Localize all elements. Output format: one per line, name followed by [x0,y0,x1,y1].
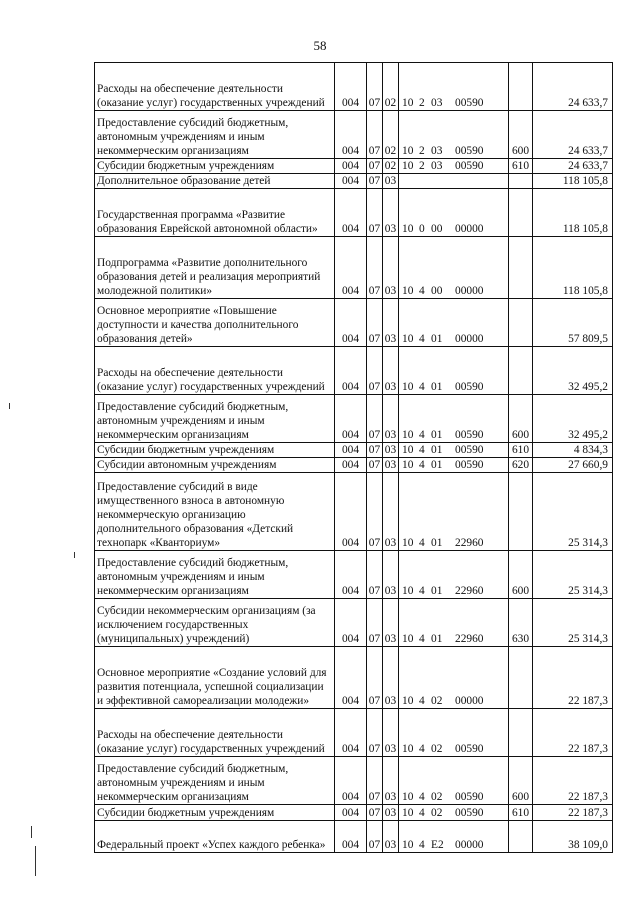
row-name-cell: Субсидии бюджетным учреждениям [95,805,335,821]
row-name-cell: Субсидии бюджетным учреждениям [95,159,335,174]
expense-type-cell [509,174,533,189]
row-name-cell: Субсидии автономным учреждениям [95,458,335,473]
budget-table [94,62,613,853]
admin-code-cell: 004 [335,63,367,111]
admin-code-cell: 004 [335,159,367,174]
table-row [95,551,613,599]
section-code-cell: 07 [367,458,383,473]
row-name-cell: Предоставление субсидий бюджетным, автономным учреждениям и иным некоммерческим организациям [95,395,335,443]
target-article-part: 22960 [455,585,484,597]
target-article-part: 10 [402,839,414,851]
amount-cell: 24 633,7 [533,159,613,174]
section-code-cell: 07 [367,599,383,647]
target-article-part: 10 [402,695,414,707]
row-name-cell: Предоставление субсидий бюджетным, автономным учреждениям и иным некоммерческим организациям [95,551,335,599]
target-article-part: 10 [402,97,414,109]
amount-cell: 27 660,9 [533,458,613,473]
admin-code-cell: 004 [335,458,367,473]
expense-type-cell [509,473,533,551]
expense-type-cell: 600 [509,395,533,443]
table-row [95,347,613,395]
admin-code-cell: 004 [335,551,367,599]
target-article-part: 01 [431,444,443,456]
admin-code-cell: 004 [335,757,367,805]
target-article-part: 4 [419,333,425,345]
target-article-part: 10 [402,145,414,157]
target-article-part: 0 [419,223,425,235]
table-row [95,174,613,189]
admin-code-cell: 004 [335,189,367,237]
amount-cell: 25 314,3 [533,551,613,599]
table-row [95,111,613,159]
table-row [95,473,613,551]
target-article-part: 00000 [455,333,484,345]
target-article-part: 4 [419,743,425,755]
amount-cell: 118 105,8 [533,237,613,299]
admin-code-cell: 004 [335,821,367,853]
section-code-cell: 07 [367,757,383,805]
table-row [95,709,613,757]
target-article-part: 00 [431,223,443,235]
expense-type-cell: 620 [509,458,533,473]
row-name-cell: Подпрограмма «Развитие дополнительного образования детей и реализация мероприятий молодежной политики» [95,237,335,299]
row-name-cell: Дополнительное образование детей [95,174,335,189]
target-article-cell [399,551,509,599]
subsection-code-cell: 03 [383,551,399,599]
subsection-code-cell: 03 [383,473,399,551]
section-code-cell: 07 [367,174,383,189]
admin-code-cell: 004 [335,395,367,443]
target-article-part: 00590 [455,381,484,393]
table-row [95,299,613,347]
target-article-cell [399,237,509,299]
target-article-cell [399,395,509,443]
amount-cell: 22 187,3 [533,805,613,821]
expense-type-cell [509,237,533,299]
subsection-code-cell: 03 [383,709,399,757]
expense-type-cell [509,821,533,853]
expense-type-cell: 610 [509,159,533,174]
row-name-cell: Предоставление субсидий в виде имущественного взноса в автономную некоммерческую организацию дополнительного образования «Детский технопарк «Кванториум» [95,473,335,551]
target-article-part: 03 [431,97,443,109]
section-code-cell: 07 [367,347,383,395]
target-article-part: 01 [431,429,443,441]
section-code-cell: 07 [367,63,383,111]
subsection-code-cell: 03 [383,821,399,853]
target-article-part: 01 [431,459,443,471]
admin-code-cell: 004 [335,347,367,395]
expense-type-cell [509,647,533,709]
target-article-part: 10 [402,333,414,345]
expense-type-cell: 600 [509,111,533,159]
row-name-cell: Расходы на обеспечение деятельности (оказание услуг) государственных учреждений [95,63,335,111]
target-article-part: 00590 [455,97,484,109]
target-article-part: 4 [419,695,425,707]
target-article-part: 22960 [455,537,484,549]
section-code-cell: 07 [367,237,383,299]
target-article-part: 01 [431,585,443,597]
section-code-cell: 07 [367,189,383,237]
table-row [95,189,613,237]
section-code-cell: 07 [367,443,383,458]
subsection-code-cell: 03 [383,174,399,189]
admin-code-cell: 004 [335,805,367,821]
table-row [95,821,613,853]
amount-cell: 25 314,3 [533,473,613,551]
target-article-part: 00590 [455,459,484,471]
scan-mark [9,403,10,409]
subsection-code-cell: 03 [383,757,399,805]
subsection-code-cell: 02 [383,63,399,111]
section-code-cell: 07 [367,111,383,159]
target-article-part: 4 [419,633,425,645]
target-article-cell [399,709,509,757]
target-article-part: 00590 [455,145,484,157]
section-code-cell: 07 [367,473,383,551]
row-name-cell: Государственная программа «Развитие образования Еврейской автономной области» [95,189,335,237]
subsection-code-cell: 03 [383,299,399,347]
table-row [95,63,613,111]
target-article-part: 10 [402,160,414,172]
target-article-cell [399,821,509,853]
target-article-part: 01 [431,381,443,393]
target-article-part: 4 [419,285,425,297]
row-name-cell: Расходы на обеспечение деятельности (оказание услуг) государственных учреждений [95,347,335,395]
row-name-cell: Субсидии бюджетным учреждениям [95,443,335,458]
table-row [95,757,613,805]
table-row [95,805,613,821]
target-article-part: 10 [402,633,414,645]
table-row [95,458,613,473]
target-article-part: 01 [431,537,443,549]
target-article-cell [399,458,509,473]
section-code-cell: 07 [367,821,383,853]
amount-cell: 118 105,8 [533,189,613,237]
target-article-part: 4 [419,791,425,803]
amount-cell: 38 109,0 [533,821,613,853]
target-article-part: 10 [402,444,414,456]
target-article-part: 00000 [455,695,484,707]
section-code-cell: 07 [367,395,383,443]
section-code-cell: 07 [367,551,383,599]
target-article-cell [399,757,509,805]
target-article-part: 03 [431,160,443,172]
row-name-cell: Федеральный проект «Успех каждого ребенка» [95,821,335,853]
expense-type-cell [509,189,533,237]
target-article-cell [399,174,509,189]
target-article-part: 4 [419,429,425,441]
row-name-cell: Предоставление субсидий бюджетным, автономным учреждениям и иным некоммерческим организациям [95,757,335,805]
target-article-part: 00 [431,285,443,297]
admin-code-cell: 004 [335,237,367,299]
admin-code-cell: 004 [335,111,367,159]
section-code-cell: 07 [367,805,383,821]
subsection-code-cell: 03 [383,443,399,458]
admin-code-cell: 004 [335,299,367,347]
target-article-cell [399,647,509,709]
target-article-part: 2 [419,145,425,157]
target-article-cell [399,443,509,458]
amount-cell: 32 495,2 [533,347,613,395]
target-article-cell [399,599,509,647]
target-article-part: 4 [419,807,425,819]
admin-code-cell: 004 [335,473,367,551]
row-name-cell: Основное мероприятие «Создание условий для развития потенциала, успешной социализации и эффективной самореализации молодежи» [95,647,335,709]
table-row [95,599,613,647]
target-article-part: 2 [419,97,425,109]
admin-code-cell: 004 [335,647,367,709]
target-article-part: 4 [419,537,425,549]
target-article-part: 02 [431,695,443,707]
target-article-part: 22960 [455,633,484,645]
amount-cell: 22 187,3 [533,709,613,757]
target-article-part: 00000 [455,839,484,851]
subsection-code-cell: 02 [383,111,399,159]
target-article-part: 10 [402,537,414,549]
row-name-cell: Субсидии некоммерческим организациям (за исключением государственных (муниципальных) учреждений) [95,599,335,647]
target-article-cell [399,299,509,347]
target-article-part: 00000 [455,223,484,235]
subsection-code-cell: 02 [383,159,399,174]
admin-code-cell: 004 [335,709,367,757]
expense-type-cell: 600 [509,757,533,805]
target-article-cell [399,347,509,395]
target-article-part: 10 [402,791,414,803]
target-article-part: 4 [419,839,425,851]
amount-cell: 22 187,3 [533,647,613,709]
target-article-part: 02 [431,743,443,755]
target-article-part: 00590 [455,807,484,819]
expense-type-cell [509,709,533,757]
expense-type-cell [509,299,533,347]
admin-code-cell: 004 [335,174,367,189]
amount-cell: 22 187,3 [533,757,613,805]
amount-cell: 25 314,3 [533,599,613,647]
admin-code-cell: 004 [335,443,367,458]
target-article-cell [399,159,509,174]
expense-type-cell [509,347,533,395]
target-article-cell [399,63,509,111]
section-code-cell: 07 [367,299,383,347]
target-article-part: 10 [402,429,414,441]
target-article-part: 03 [431,145,443,157]
target-article-part: 02 [431,807,443,819]
section-code-cell: 07 [367,647,383,709]
target-article-part: 4 [419,585,425,597]
scan-mark [74,552,75,558]
page-number: 58 [313,38,327,53]
target-article-part: 10 [402,585,414,597]
target-article-cell [399,473,509,551]
table-row [95,395,613,443]
expense-type-cell [509,63,533,111]
target-article-part: 10 [402,223,414,235]
table-row [95,647,613,709]
table-row [95,237,613,299]
target-article-part: 10 [402,381,414,393]
row-name-cell: Предоставление субсидий бюджетным, автономным учреждениям и иным некоммерческим организациям [95,111,335,159]
target-article-part: E2 [431,839,444,851]
scan-mark [31,826,32,838]
amount-cell: 24 633,7 [533,111,613,159]
expense-type-cell: 610 [509,443,533,458]
subsection-code-cell: 03 [383,395,399,443]
row-name-cell: Расходы на обеспечение деятельности (оказание услуг) государственных учреждений [95,709,335,757]
target-article-part: 10 [402,459,414,471]
target-article-part: 10 [402,807,414,819]
target-article-part: 00590 [455,160,484,172]
target-article-part: 01 [431,333,443,345]
table-row [95,159,613,174]
target-article-cell [399,189,509,237]
target-article-part: 00590 [455,791,484,803]
amount-cell: 24 633,7 [533,63,613,111]
target-article-part: 01 [431,633,443,645]
row-name-cell: Основное мероприятие «Повышение доступности и качества дополнительного образования детей» [95,299,335,347]
target-article-part: 4 [419,459,425,471]
subsection-code-cell: 03 [383,189,399,237]
amount-cell: 118 105,8 [533,174,613,189]
scan-mark [35,846,36,876]
target-article-part: 4 [419,381,425,393]
subsection-code-cell: 03 [383,647,399,709]
expense-type-cell: 630 [509,599,533,647]
subsection-code-cell: 03 [383,599,399,647]
target-article-cell [399,805,509,821]
target-article-part: 00590 [455,429,484,441]
admin-code-cell: 004 [335,599,367,647]
subsection-code-cell: 03 [383,347,399,395]
amount-cell: 32 495,2 [533,395,613,443]
section-code-cell: 07 [367,159,383,174]
target-article-part: 4 [419,444,425,456]
target-article-part: 00590 [455,444,484,456]
amount-cell: 57 809,5 [533,299,613,347]
expense-type-cell: 610 [509,805,533,821]
target-article-cell [399,111,509,159]
subsection-code-cell: 03 [383,805,399,821]
target-article-part: 10 [402,285,414,297]
table-body [95,63,613,853]
section-code-cell: 07 [367,709,383,757]
subsection-code-cell: 03 [383,237,399,299]
target-article-part: 2 [419,160,425,172]
target-article-part: 00000 [455,285,484,297]
target-article-part: 02 [431,791,443,803]
expense-type-cell: 600 [509,551,533,599]
target-article-part: 10 [402,743,414,755]
subsection-code-cell: 03 [383,458,399,473]
target-article-part: 00590 [455,743,484,755]
table-row [95,443,613,458]
amount-cell: 4 834,3 [533,443,613,458]
